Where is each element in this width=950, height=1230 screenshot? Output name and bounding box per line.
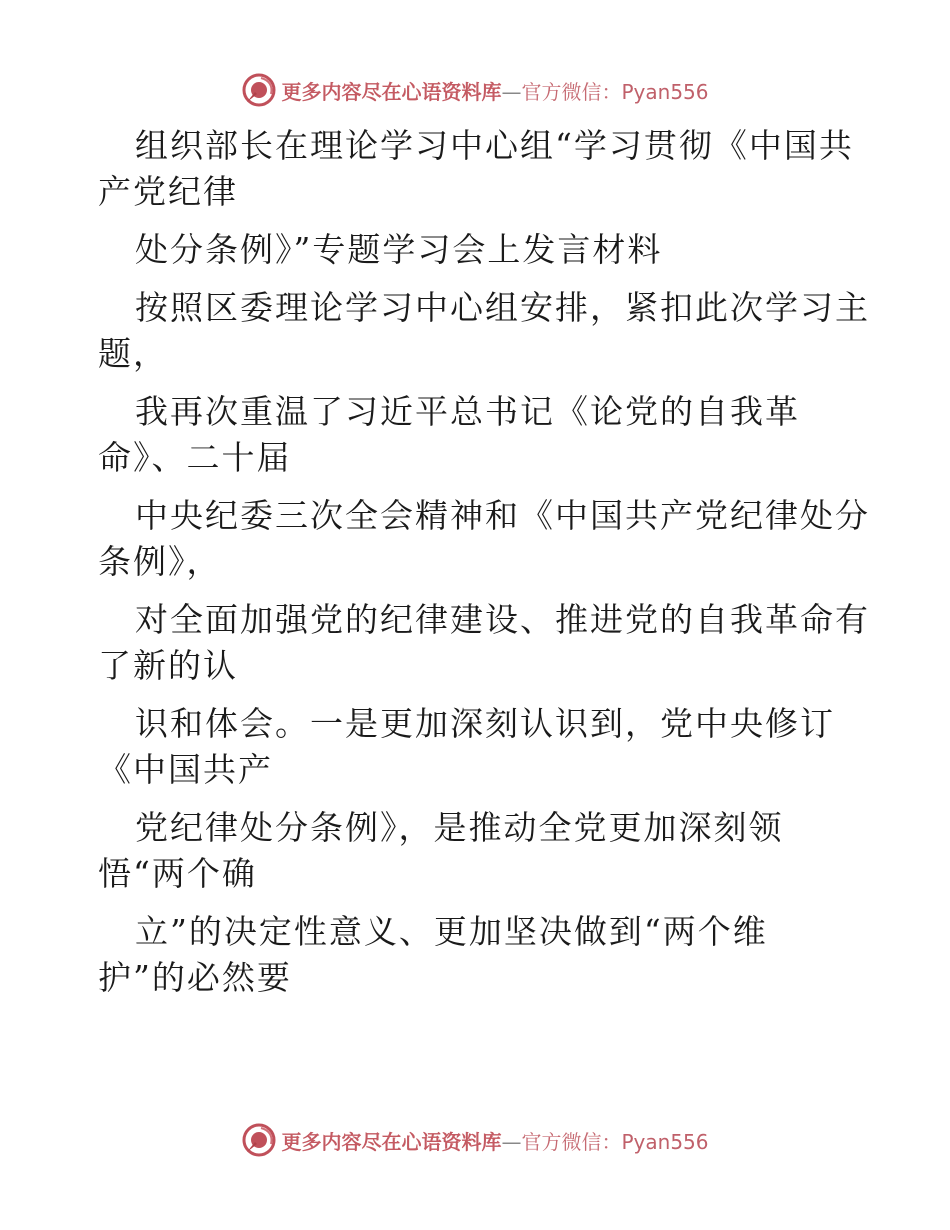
paragraph-line: 条例》， — [98, 542, 222, 581]
paragraph-line: 组织部长在理论学习中心组“学习贯彻《中国共 — [135, 126, 854, 165]
header-banner — [0, 70, 950, 110]
paragraph-line: 识和体会。一是更加深刻认识到，党中央修订 — [135, 704, 835, 743]
footer-wechat-id: Pyan556 — [621, 1129, 709, 1154]
paragraph — [98, 493, 870, 585]
paragraph-line: 对全面加强党的纪律建设、推进党的自我革命有 — [135, 600, 870, 639]
document-body — [98, 123, 870, 1001]
header-banner-text — [281, 76, 708, 105]
paragraph — [98, 389, 858, 481]
paragraph-line: 护”的必然要 — [98, 958, 292, 997]
footer-banner-rest: 官方微信： — [521, 1129, 622, 1154]
paragraph-line: 题， — [98, 334, 168, 373]
paragraph-line: 《中国共产 — [98, 750, 273, 789]
header-banner-bold: 更多内容尽在心语资料库 — [281, 79, 502, 104]
header-banner-rest: 官方微信： — [521, 79, 622, 104]
paragraph — [98, 227, 858, 273]
paragraph-line: 了新的认 — [98, 646, 238, 685]
paragraph-line: 按照区委理论学习中心组安排，紧扣此次学习主 — [135, 288, 870, 327]
paragraph-line: 产党纪律 — [98, 172, 238, 211]
paragraph — [98, 701, 858, 793]
paragraph-line: 党纪律处分条例》，是推动全党更加深刻领 — [135, 808, 784, 847]
paragraph — [98, 123, 858, 215]
paragraph — [98, 285, 870, 377]
header-banner-separator: — — [501, 79, 522, 104]
paragraph-line: 处分条例》”专题学习会上发言材料 — [135, 230, 663, 269]
brand-logo-icon — [241, 1122, 277, 1158]
brand-logo-icon — [241, 72, 277, 108]
paragraph-line: 我再次重温了习近平总书记《论党的自我革 — [135, 392, 800, 431]
header-wechat-id: Pyan556 — [621, 79, 709, 104]
paragraph — [98, 909, 858, 1001]
paragraph-line: 立”的决定性意义、更加坚决做到“两个维 — [135, 912, 768, 951]
footer-banner — [0, 1120, 950, 1160]
paragraph-line: 命》、二十届 — [98, 438, 292, 477]
paragraph-line: 中央纪委三次全会精神和《中国共产党纪律处分 — [135, 496, 870, 535]
footer-banner-text — [281, 1126, 708, 1155]
paragraph — [98, 597, 870, 689]
paragraph-line: 悟“两个确 — [98, 854, 257, 893]
paragraph — [98, 805, 858, 897]
footer-banner-bold: 更多内容尽在心语资料库 — [281, 1129, 502, 1154]
footer-banner-separator: — — [501, 1129, 522, 1154]
